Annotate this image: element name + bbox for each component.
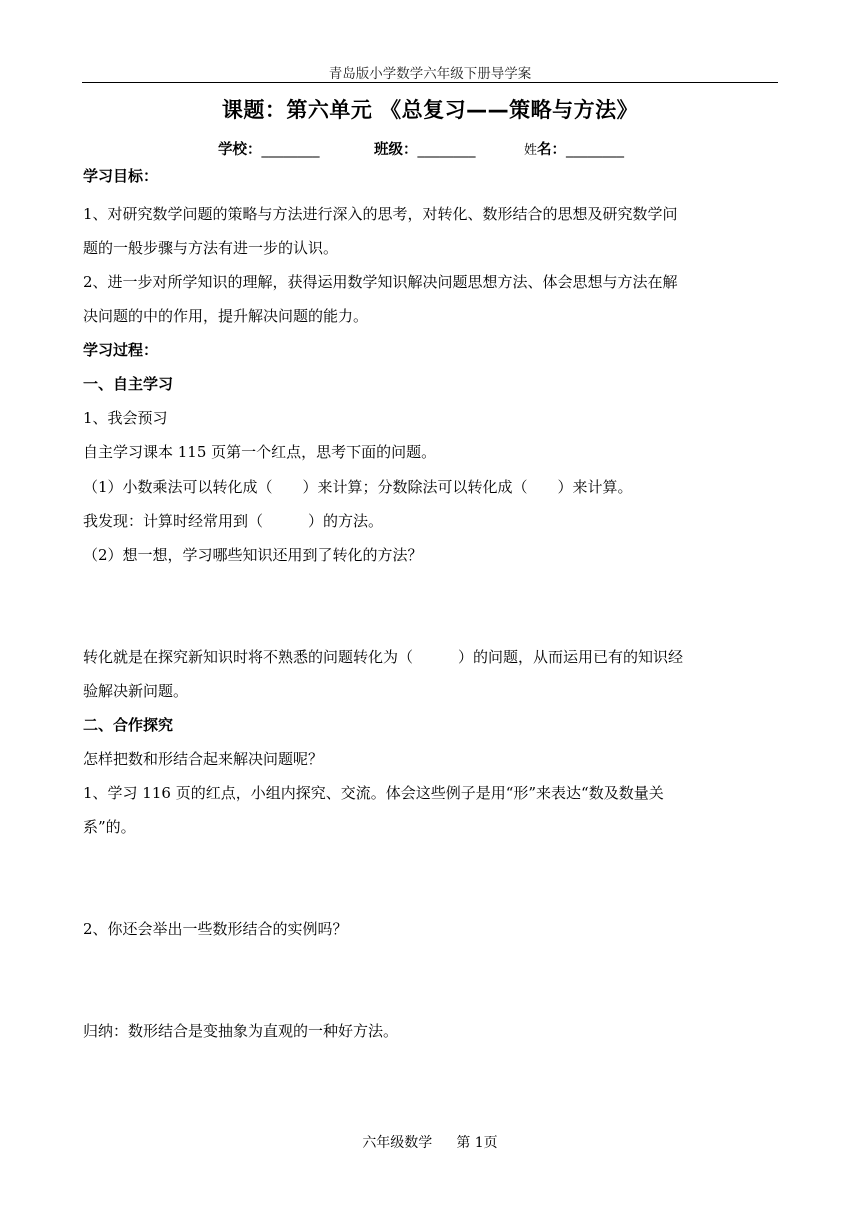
- objective-1-line-2: 题的一般步骤与方法有进一步的认识。: [83, 239, 339, 257]
- class-blank: ________: [417, 142, 476, 158]
- student-info-row: [0, 138, 860, 160]
- school-label: 学校：: [218, 142, 262, 158]
- objectives-heading: 学习目标：: [83, 167, 159, 185]
- section-1-heading: 一、自主学习: [83, 375, 174, 393]
- section-1-intro: 自主学习课本 115 页第一个红点，思考下面的问题。: [83, 443, 437, 461]
- transform-summary-line-1: 转化就是在探究新知识时将不熟悉的问题转化为（ ）的问题，从而运用已有的知识经: [83, 648, 684, 666]
- school-field: [218, 138, 320, 159]
- process-heading: 学习过程：: [83, 341, 159, 359]
- class-label: 班级：: [374, 142, 418, 158]
- objective-2-line-2: 决问题的中的作用，提升解决问题的能力。: [83, 307, 369, 325]
- name-prefix: 姓: [524, 143, 538, 158]
- page-title: 课题：第六单元 《总复习——策略与方法》: [221, 98, 639, 122]
- page-header: 青岛版小学数学六年级下册导学案: [328, 66, 532, 82]
- question-1: （1）小数乘法可以转化成（ ）来计算；分数除法可以转化成（ ）来计算。: [83, 478, 633, 496]
- school-blank: ________: [261, 142, 320, 158]
- header-divider: [82, 82, 778, 83]
- class-field: [374, 138, 476, 159]
- section-2-heading: 二、合作探究: [83, 716, 174, 734]
- footer-page-number: 第 1页: [456, 1135, 498, 1151]
- name-label: 名：: [537, 142, 567, 158]
- objective-1-line-1: 1、对研究数学问题的策略与方法进行深入的思考，对转化、数形结合的思想及研究数学问: [83, 205, 678, 223]
- name-field: [524, 138, 624, 159]
- discovery-line: 我发现：计算时经常用到（ ）的方法。: [83, 512, 384, 530]
- section-2-item-2: 2、你还会举出一些数形结合的实例吗？: [83, 920, 348, 938]
- conclusion-line: 归纳：数形结合是变抽象为直观的一种好方法。: [83, 1022, 399, 1040]
- objective-2-line-1: 2、进一步对所学知识的理解，获得运用数学知识解决问题思想方法、体会思想与方法在解: [83, 273, 678, 291]
- section-1-sub-1: 1、我会预习: [83, 409, 168, 427]
- footer-subject: 六年级数学: [362, 1135, 433, 1151]
- transform-summary-line-2: 验解决新问题。: [83, 682, 189, 700]
- page-footer: [0, 1132, 860, 1152]
- name-blank: ________: [566, 142, 625, 158]
- section-2-intro: 怎样把数和形结合起来解决问题呢？: [83, 750, 324, 768]
- section-2-item-1-line-1: 1、学习 116 页的红点，小组内探究、交流。体会这些例子是用“形”来表达“数及数量关: [83, 784, 664, 802]
- section-2-item-1-line-2: 系”的。: [83, 818, 136, 836]
- question-2: （2）想一想，学习哪些知识还用到了转化的方法？: [83, 546, 423, 564]
